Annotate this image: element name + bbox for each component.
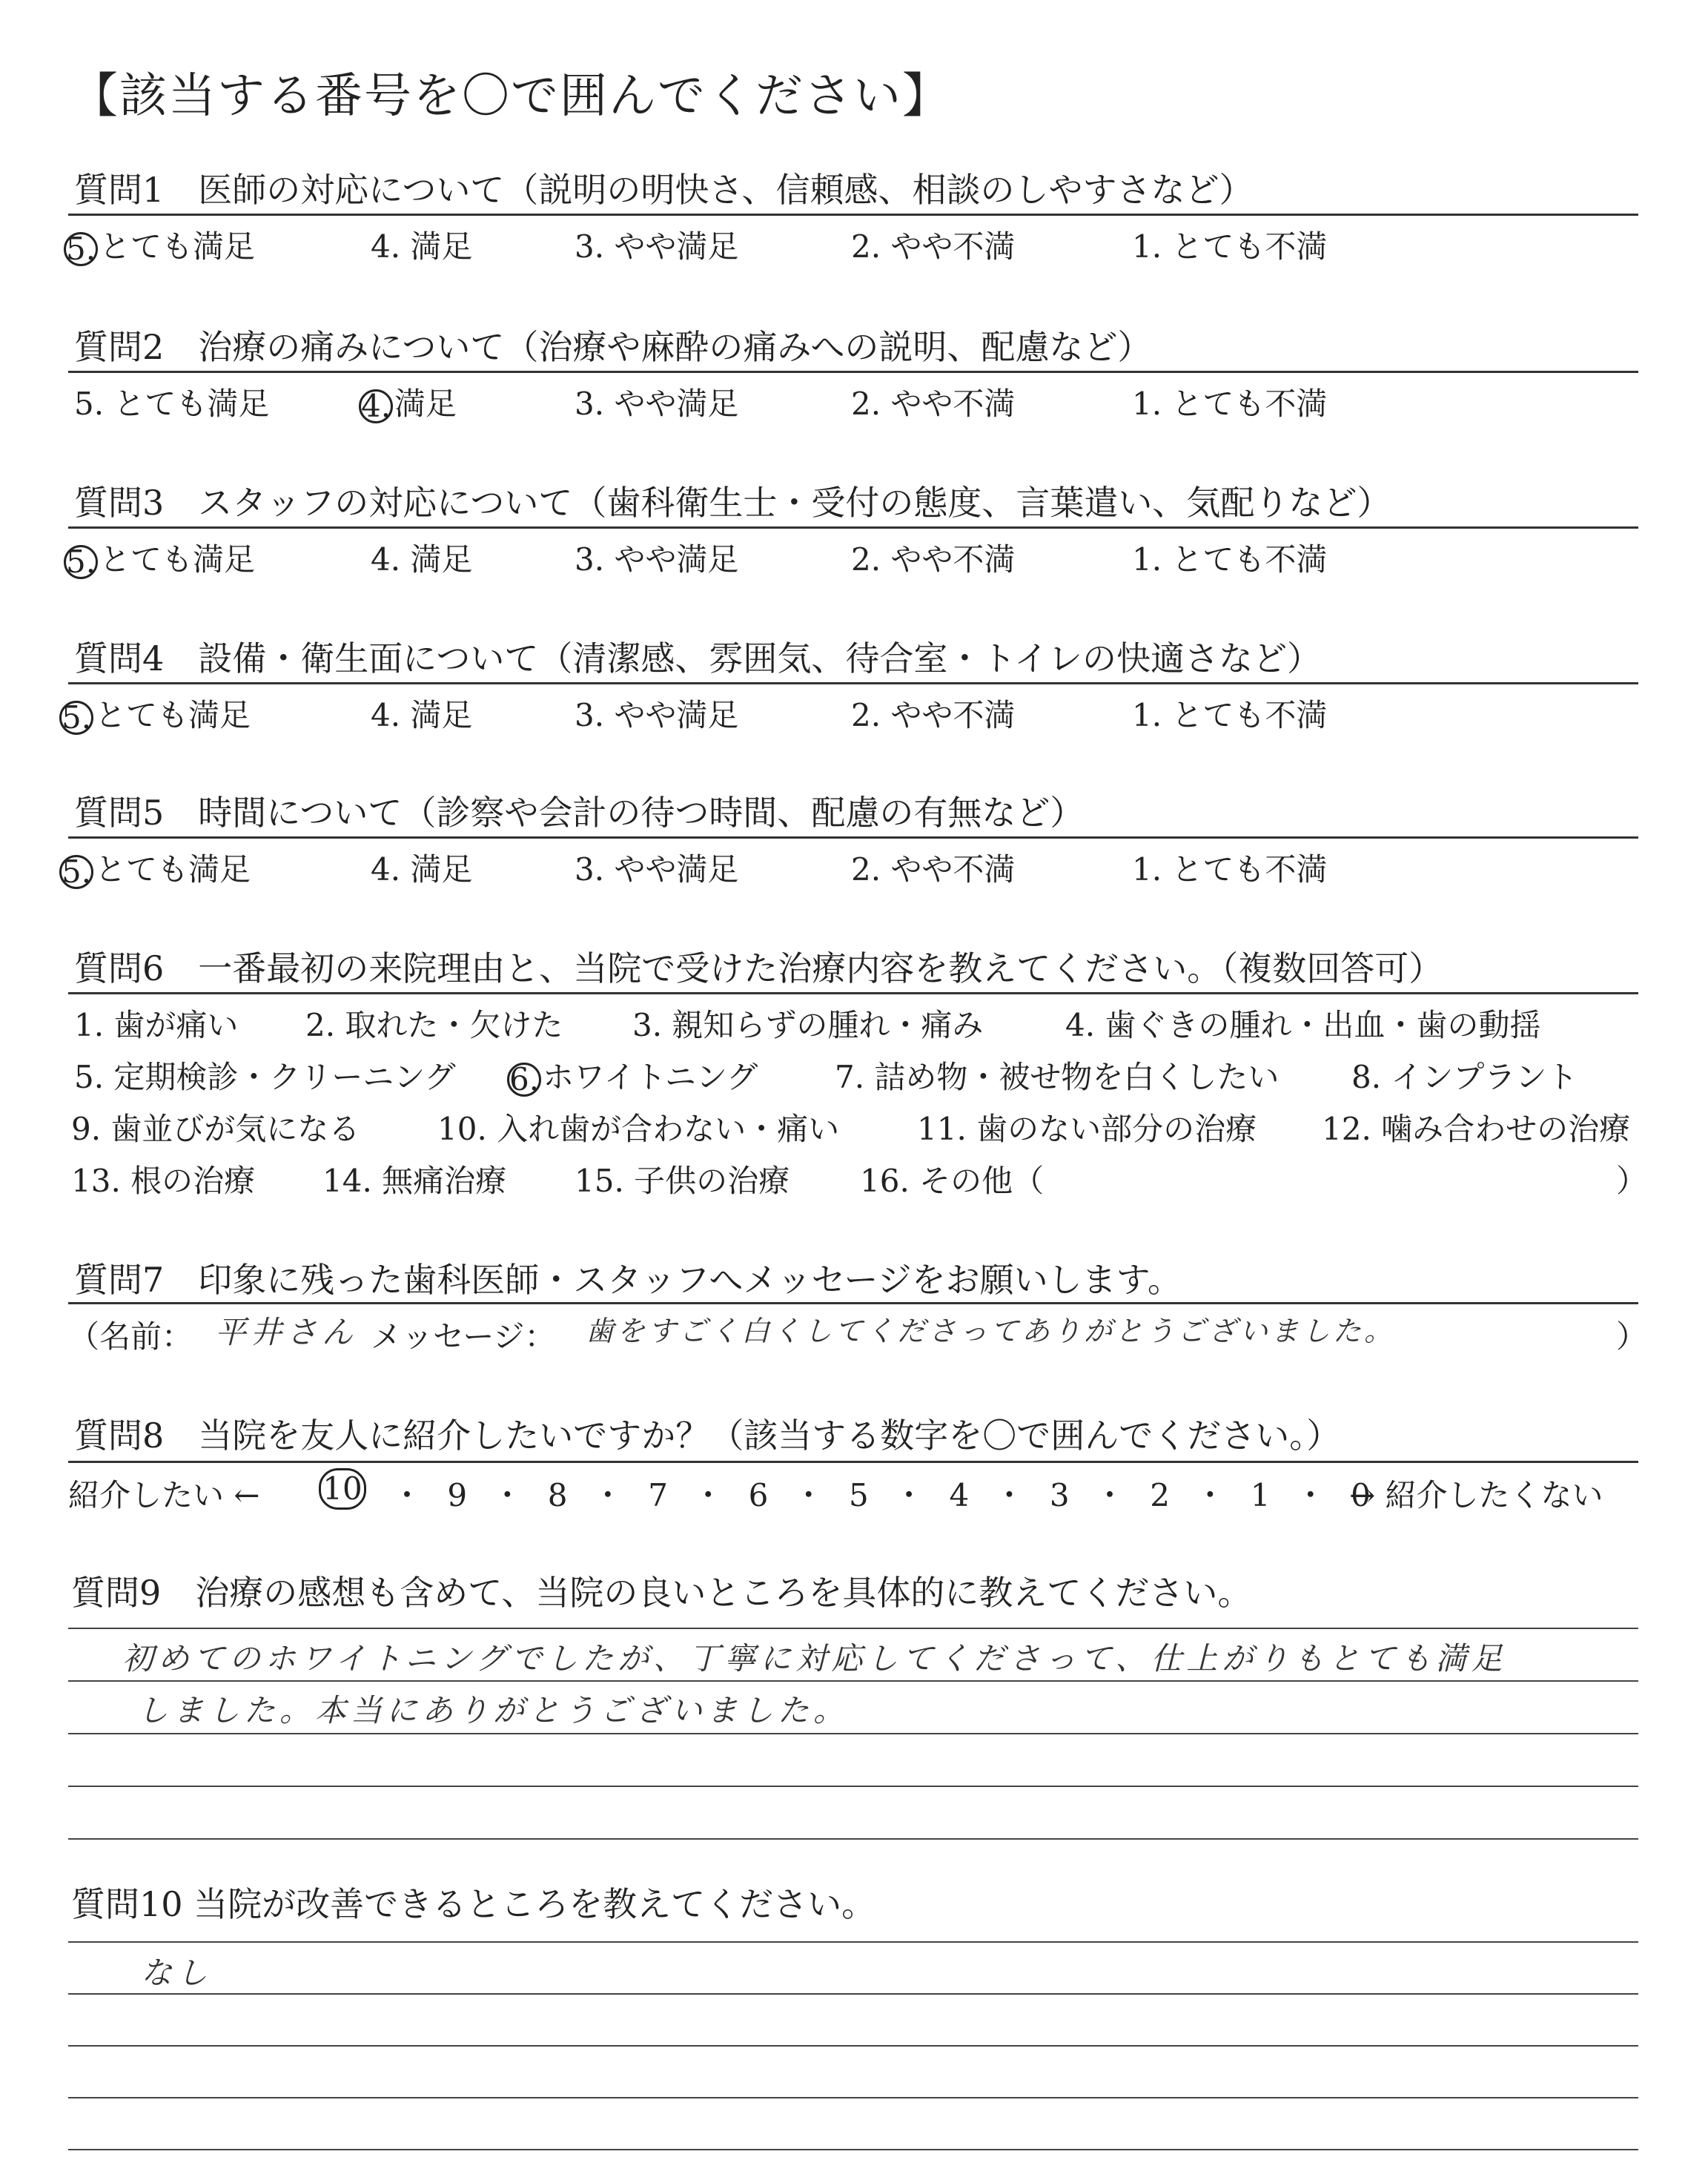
q4-option-3[interactable]: 3. やや満足 (575, 697, 739, 733)
q6-option-8[interactable]: 8. インプラント (1351, 1059, 1578, 1095)
q7-name-value: 平井さん (215, 1314, 358, 1350)
q2-option-1[interactable]: 1. とても不満 (1132, 386, 1328, 422)
q6-other-close: ） (1616, 1163, 1648, 1199)
selection-circle: 5. (59, 855, 93, 889)
q3-option-4[interactable]: 4. 満足 (371, 541, 473, 578)
answer-line (68, 2149, 1638, 2150)
q4-option-1[interactable]: 1. とても不満 (1132, 697, 1328, 733)
q5-option-1[interactable]: 1. とても不満 (1132, 851, 1328, 888)
divider (68, 682, 1638, 684)
q6-option-3[interactable]: 3. 親知らずの腫れ・痛み (632, 1007, 984, 1043)
q1-option-2[interactable]: 2. やや不満 (851, 228, 1016, 265)
divider (68, 1302, 1638, 1304)
q6-option-12[interactable]: 12. 噛み合わせの治療 (1322, 1111, 1631, 1147)
q1-option-1[interactable]: 1. とても不満 (1132, 228, 1328, 265)
q6-option-1[interactable]: 1. 歯が痛い (74, 1007, 239, 1043)
q6-option-13[interactable]: 13. 根の治療 (71, 1163, 256, 1199)
q8-scale[interactable]: ・ 9 ・ 8 ・ 7 ・ 6 ・ 5 ・ 4 ・ 3 ・ 2 ・ 1 ・ 0 (391, 1477, 1371, 1513)
q6-option-2[interactable]: 2. 取れた・欠けた (305, 1007, 563, 1043)
q3-option-2[interactable]: 2. やや不満 (851, 541, 1016, 578)
q1-option-5[interactable]: 5. とても満足 (68, 222, 255, 267)
question-6-label: 質問6 一番最初の来院理由と、当院で受けた治療内容を教えてください。（複数回答可） (74, 948, 1443, 988)
divider (68, 1461, 1638, 1463)
q7-close: ） (1616, 1318, 1648, 1355)
answer-line (68, 1733, 1638, 1734)
q6-option-5[interactable]: 5. 定期検診・クリーニング (74, 1059, 456, 1095)
q2-option-2[interactable]: 2. やや不満 (851, 386, 1016, 422)
q5-option-3[interactable]: 3. やや満足 (575, 851, 739, 888)
q1-option-3[interactable]: 3. やや満足 (575, 228, 739, 265)
answer-line (68, 1941, 1638, 1943)
q3-option-3[interactable]: 3. やや満足 (575, 541, 739, 578)
q8-right-label: → 紹介したくない (1349, 1477, 1603, 1513)
question-8-label: 質問8 当院を友人に紹介したいですか？（該当する数字を〇で囲んでください。） (74, 1416, 1341, 1456)
selection-circle: 10 (319, 1468, 366, 1510)
q9-answer-line-2: しました。本当にありがとうございました。 (137, 1692, 850, 1728)
answer-line (68, 1680, 1638, 1682)
selection-circle: 4. (359, 389, 393, 423)
page-title: 【該当する番号を〇で囲んでください】 (70, 69, 951, 124)
q2-option-3[interactable]: 3. やや満足 (575, 386, 739, 422)
answer-line (68, 1628, 1638, 1629)
question-2-label: 質問2 治療の痛みについて（治療や麻酔の痛みへの説明、配慮など） (74, 327, 1152, 367)
question-3-label: 質問3 スタッフの対応について（歯科衛生士・受付の態度、言葉遣い、気配りなど） (74, 483, 1391, 523)
q3-option-1[interactable]: 1. とても不満 (1132, 541, 1328, 578)
q7-name-label: （名前： (68, 1318, 193, 1355)
answer-line (68, 1786, 1638, 1787)
answer-line (68, 1838, 1638, 1840)
selection-circle: 5. (64, 545, 98, 579)
q7-message-label: メッセージ： (371, 1318, 556, 1355)
q6-option-6[interactable]: 6. ホワイトニング (512, 1053, 758, 1097)
divider (68, 836, 1638, 839)
q5-option-4[interactable]: 4. 満足 (371, 851, 473, 888)
question-7-label: 質問7 印象に残った歯科医師・スタッフへメッセージをお願いします。 (74, 1260, 1182, 1300)
divider (68, 214, 1638, 216)
divider (68, 992, 1638, 994)
question-1-label: 質問1 医師の対応について（説明の明快さ、信頼感、相談のしやすさなど） (74, 170, 1254, 210)
q4-option-2[interactable]: 2. やや不満 (851, 697, 1016, 733)
q5-option-5[interactable]: 5. とても満足 (64, 845, 251, 890)
q8-left-label: 紹介したい ← (68, 1477, 260, 1513)
selection-circle: 5. (64, 232, 98, 266)
divider (68, 526, 1638, 529)
q9-answer-line-1: 初めてのホワイトニングでしたが、丁寧に対応してくださって、仕上がりもとても満足 (122, 1640, 1507, 1677)
q3-option-5[interactable]: 5. とても満足 (68, 535, 255, 580)
question-4-label: 質問4 設備・衛生面について（清潔感、雰囲気、待合室・トイレの快適さなど） (74, 638, 1322, 678)
q6-option-4[interactable]: 4. 歯ぐきの腫れ・出血・歯の動揺 (1065, 1007, 1541, 1043)
q8-option-10[interactable] (323, 1468, 368, 1510)
answer-line (68, 1993, 1638, 1995)
q2-option-4[interactable]: 4. 満足 (363, 380, 457, 424)
question-5-label: 質問5 時間について（診察や会計の待つ時間、配慮の有無など） (74, 793, 1085, 833)
selection-circle: 5. (59, 701, 93, 735)
q2-option-5[interactable]: 5. とても満足 (74, 386, 270, 422)
answer-line (68, 2097, 1638, 2098)
q6-option-11[interactable]: 11. 歯のない部分の治療 (917, 1111, 1257, 1147)
q1-option-4[interactable]: 4. 満足 (371, 228, 473, 265)
answer-line (68, 2045, 1638, 2047)
q7-message-value: 歯をすごく白くしてくださってありがとうございました。 (586, 1315, 1396, 1347)
q10-answer: なし (141, 1955, 213, 1991)
question-9-label: 質問9 治療の感想も含めて、当院の良いところを具体的に教えてください。 (71, 1573, 1252, 1613)
selection-circle: 6. (507, 1063, 541, 1097)
q6-option-10[interactable]: 10. 入れ歯が合わない・痛い (437, 1111, 840, 1147)
q6-option-9[interactable]: 9. 歯並びが気になる (71, 1111, 360, 1147)
q5-option-2[interactable]: 2. やや不満 (851, 851, 1016, 888)
q6-option-7[interactable]: 7. 詰め物・被せ物を白くしたい (835, 1059, 1280, 1095)
q4-option-4[interactable]: 4. 満足 (371, 697, 473, 733)
q6-option-15[interactable]: 15. 子供の治療 (575, 1163, 790, 1199)
q6-option-14[interactable]: 14. 無痛治療 (322, 1163, 507, 1199)
q4-option-5[interactable]: 5. とても満足 (64, 691, 251, 736)
question-10-label: 質問10 当院が改善できるところを教えてください。 (71, 1884, 876, 1924)
q6-option-16[interactable]: 16. その他（ (860, 1163, 1045, 1199)
divider (68, 371, 1638, 373)
